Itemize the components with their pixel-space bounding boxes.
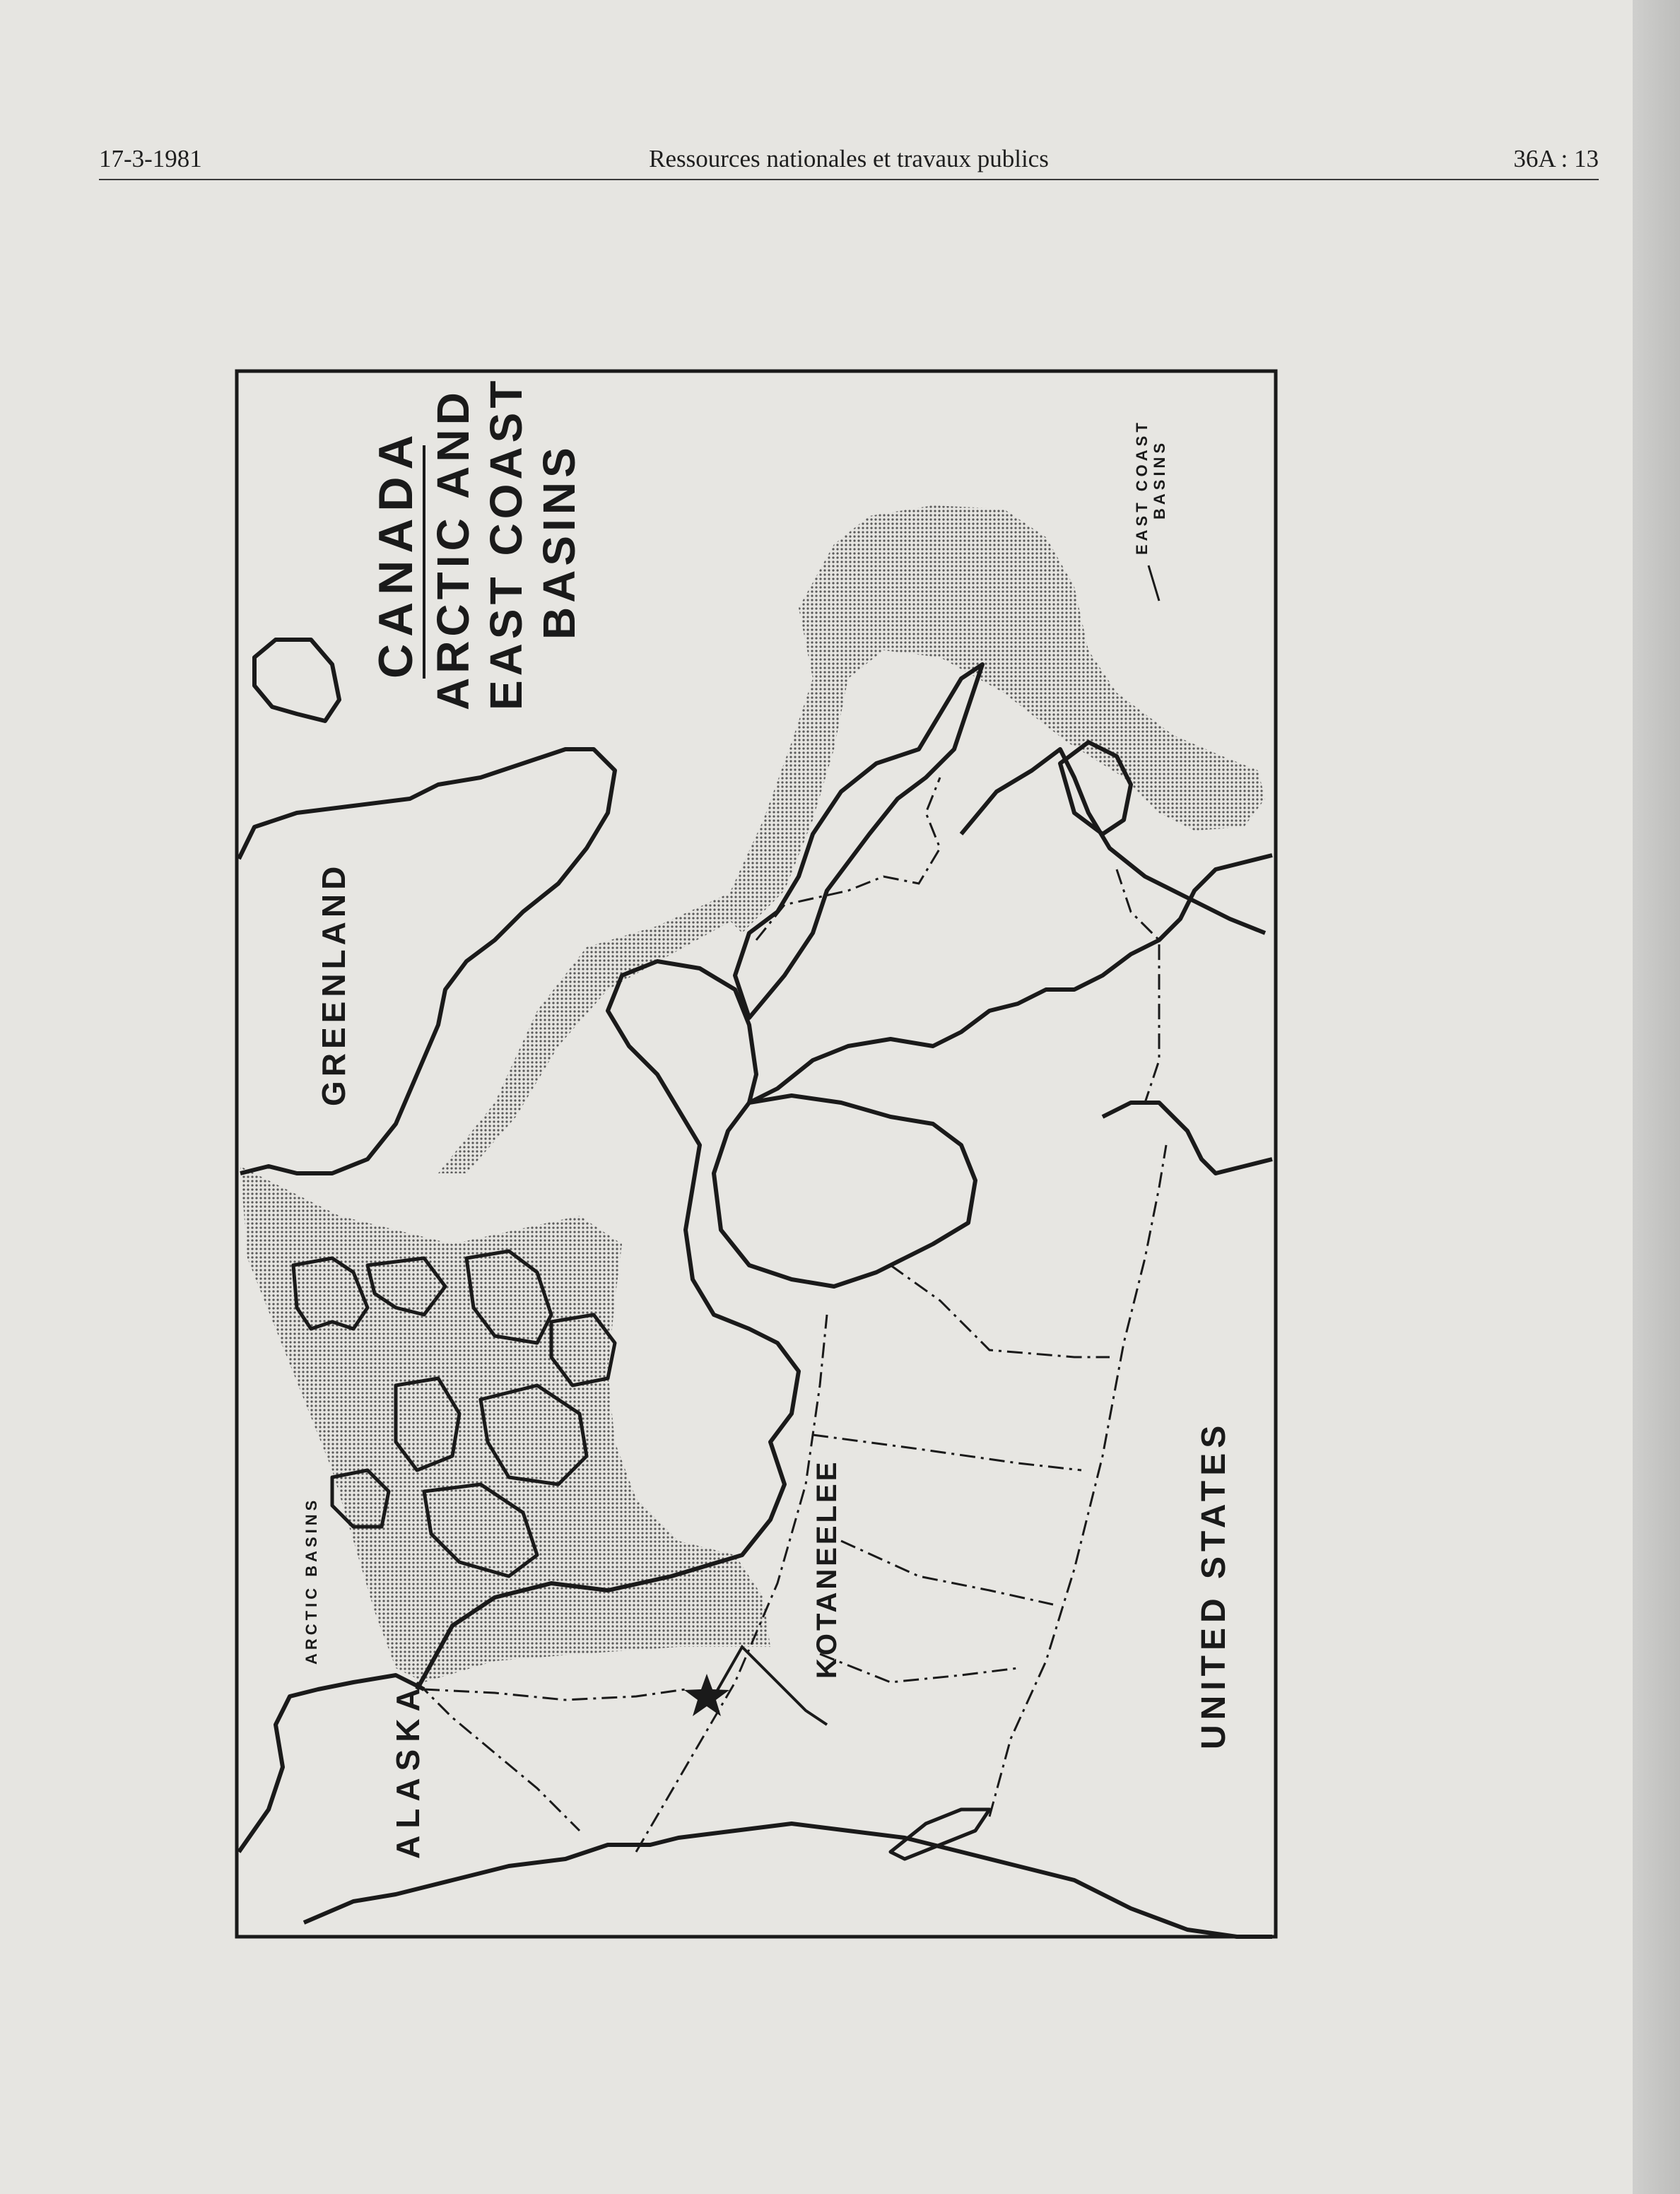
header-title: Ressources nationales et travaux publics [649, 145, 1049, 172]
greenland-label: GREENLAND [315, 862, 352, 1106]
east-coast-basins-label-2: BASINS [1151, 439, 1168, 520]
kotaneelee-label: KOTANEELEE [811, 1459, 842, 1679]
header-date: 17-3-1981 [99, 145, 202, 172]
east-coast-basins-label-1: EAST COAST [1133, 419, 1151, 555]
united-states-label: UNITED STATES [1195, 1420, 1233, 1749]
map-title-line-4: BASINS [534, 443, 585, 640]
alaska-label: ALASKA [389, 1681, 426, 1859]
map-title-line-1: CANADA [369, 428, 423, 679]
map-title-line-3: EAST COAST [481, 376, 531, 710]
arctic-basins-label: ARCTIC BASINS [302, 1496, 320, 1665]
map-title-line-2: ARCTIC AND [428, 388, 478, 710]
header-page-ref: 36A : 13 [1513, 145, 1599, 172]
